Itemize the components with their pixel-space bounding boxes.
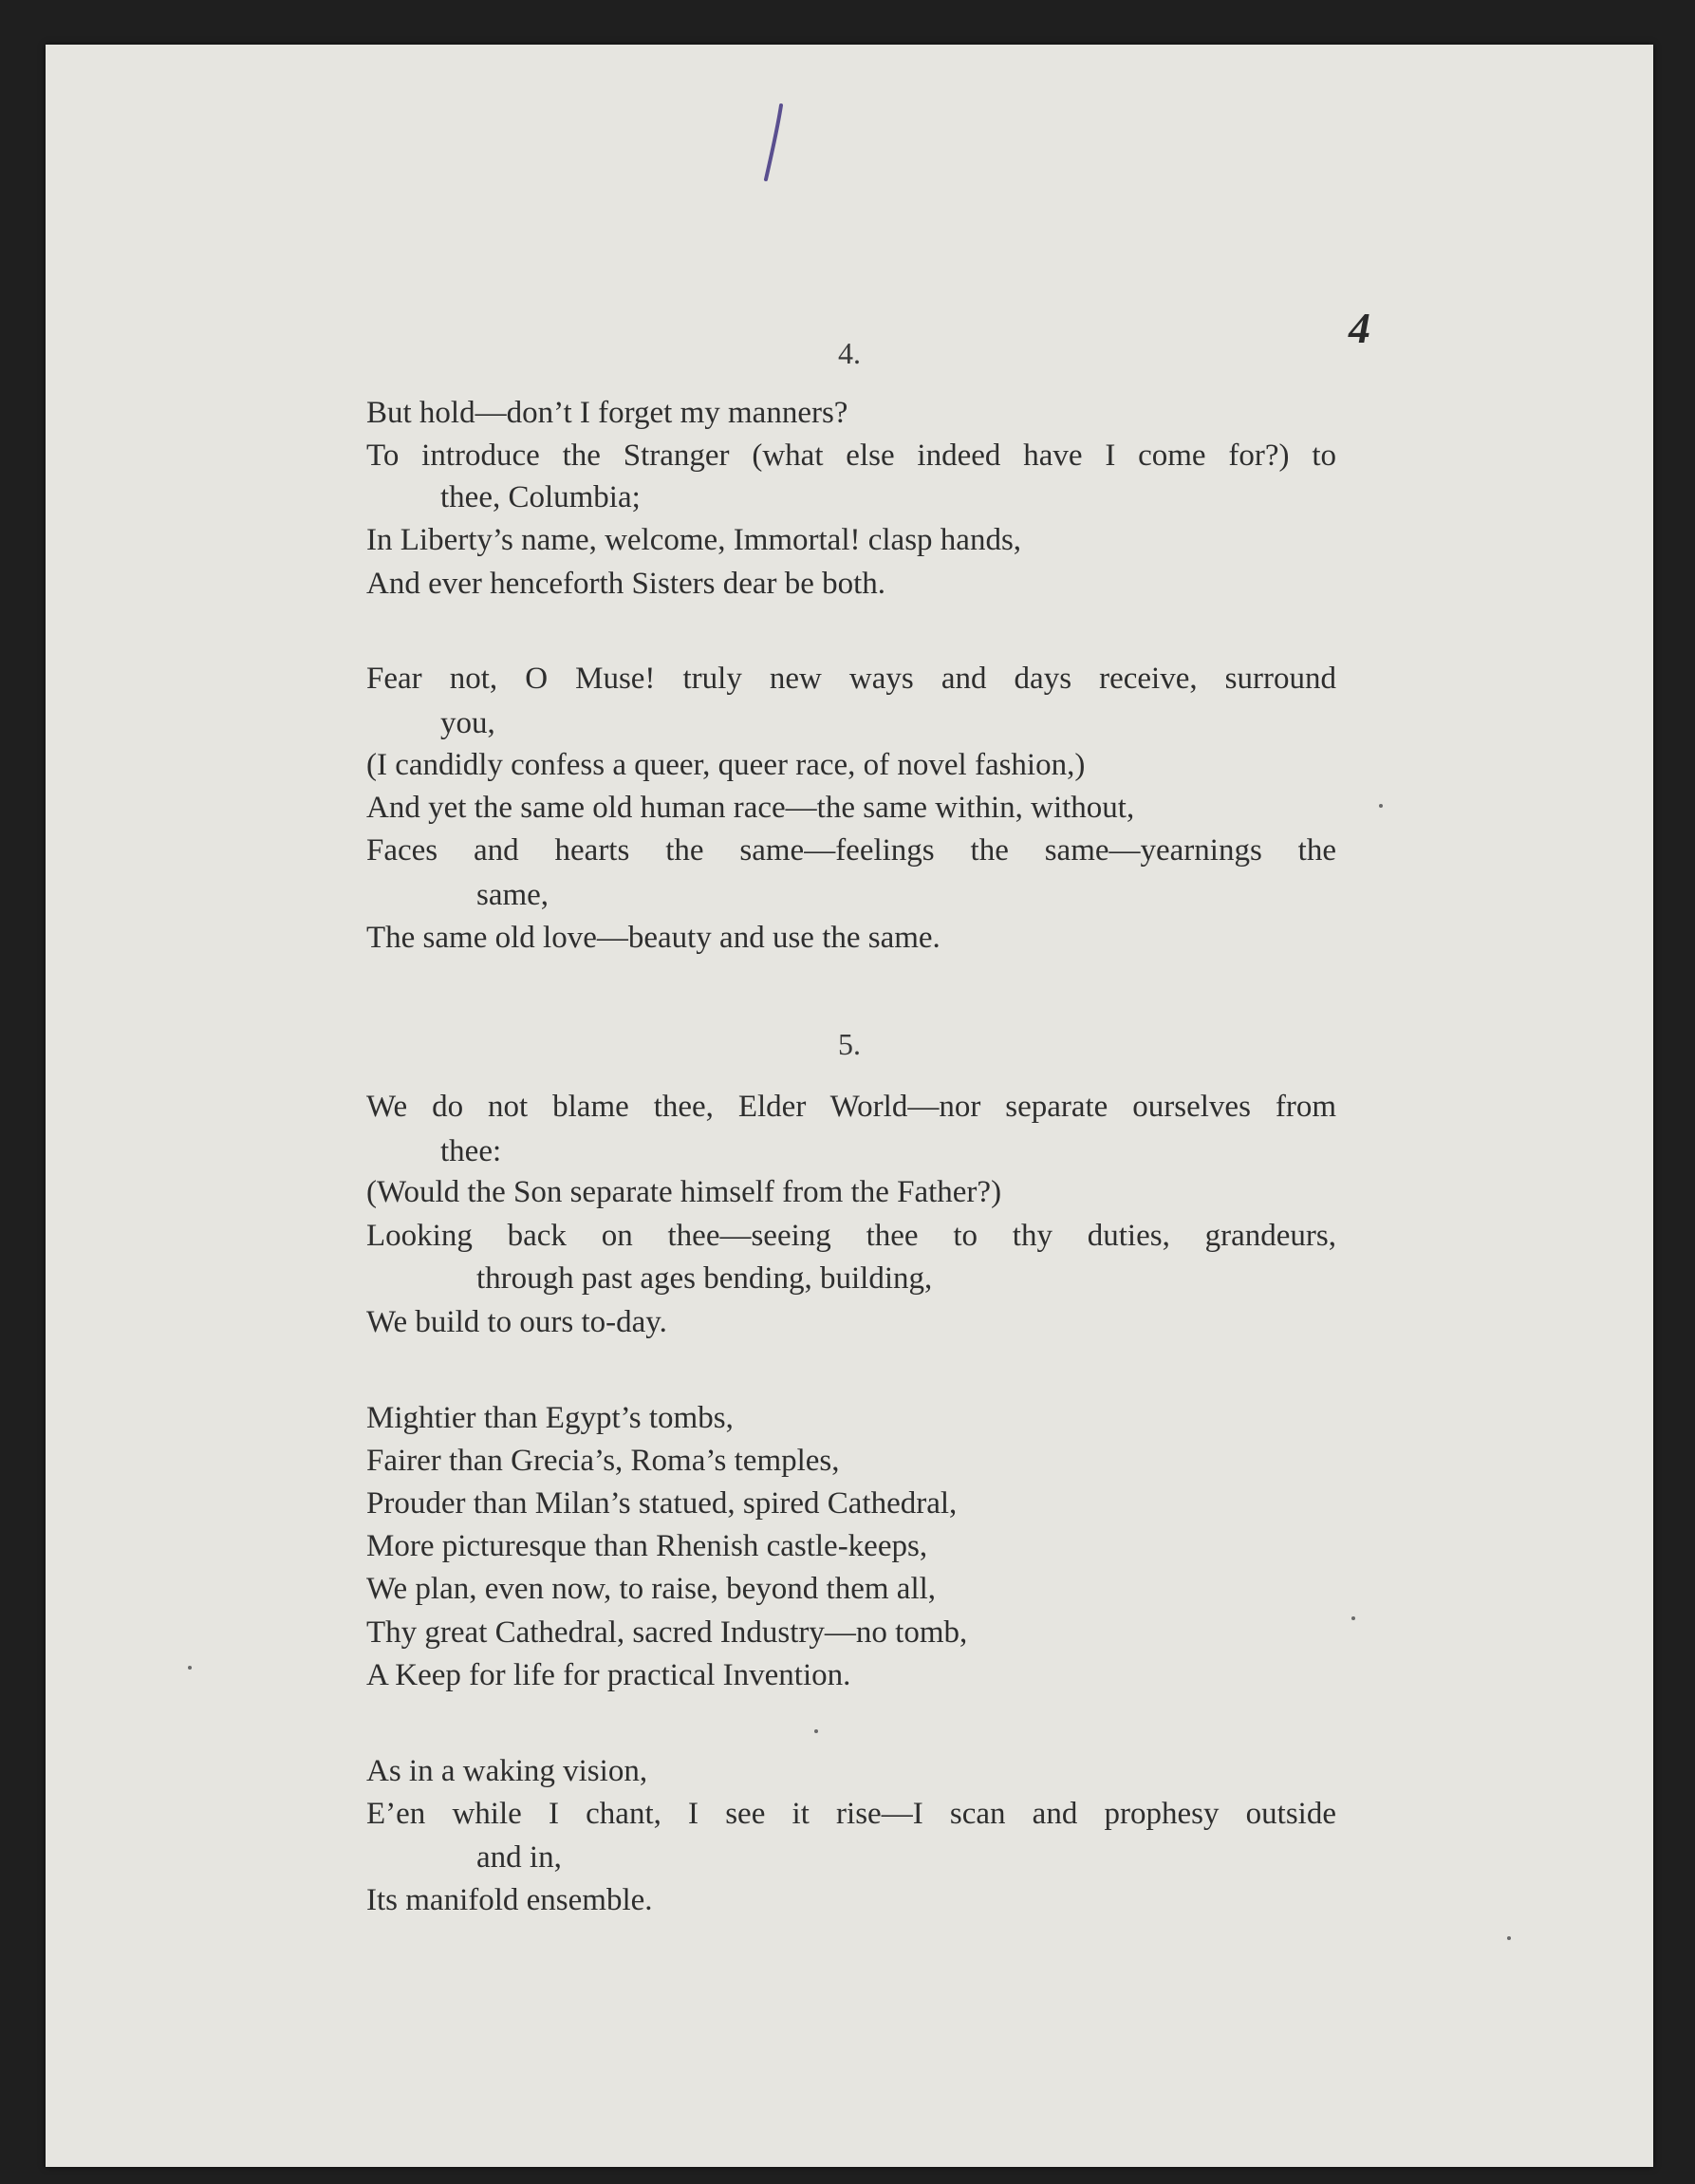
section-number-5: 5. xyxy=(838,1027,861,1061)
paper-speck xyxy=(1379,804,1383,808)
document-page xyxy=(46,45,1653,2167)
poem-line: We do not blame thee, Elder World—nor separate ourselves from xyxy=(366,1090,1336,1124)
poem-line: We build to ours to-day. xyxy=(366,1305,667,1339)
poem-line: Looking back on thee—seeing thee to thy duties, grandeurs, xyxy=(366,1219,1336,1253)
poem-line: We plan, even now, to raise, beyond them all, xyxy=(366,1572,937,1606)
poem-line: And yet the same old human race—the same within, without, xyxy=(366,791,1135,825)
poem-line: Fairer than Grecia’s, Roma’s temples, xyxy=(366,1444,840,1478)
poem-line: Thy great Cathedral, sacred Industry—no tomb, xyxy=(366,1615,968,1650)
poem-line: E’en while I chant, I see it rise—I scan and prophesy outside xyxy=(366,1797,1336,1831)
poem-line-continuation: and in, xyxy=(476,1840,562,1875)
page-number: 4 xyxy=(1349,304,1370,352)
paper-speck xyxy=(1351,1616,1355,1620)
poem-line: Prouder than Milan’s statued, spired Cathedral, xyxy=(366,1486,958,1521)
poem-line-continuation: same, xyxy=(476,878,549,912)
poem-line: Faces and hearts the same—feelings the same—yearnings the xyxy=(366,833,1336,868)
paper-speck xyxy=(188,1666,192,1670)
pencil-mark xyxy=(753,102,791,187)
poem-line: Fear not, O Muse! truly new ways and days receive, surround xyxy=(366,662,1336,696)
poem-line: (I candidly confess a queer, queer race, of novel fashion,) xyxy=(366,748,1086,782)
poem-line: As in a waking vision, xyxy=(366,1754,648,1788)
section-number-4: 4. xyxy=(838,336,861,370)
paper-speck xyxy=(1507,1936,1511,1940)
poem-line: But hold—don’t I forget my manners? xyxy=(366,396,848,430)
poem-line-continuation: thee: xyxy=(440,1134,502,1168)
poem-line: To introduce the Stranger (what else indeed have I come for?) to xyxy=(366,439,1336,473)
poem-line: (Would the Son separate himself from the Father?) xyxy=(366,1175,1002,1209)
poem-line: Mightier than Egypt’s tombs, xyxy=(366,1401,734,1435)
poem-line: Its manifold ensemble. xyxy=(366,1883,653,1917)
poem-line: A Keep for life for practical Invention. xyxy=(366,1658,851,1692)
poem-line: In Liberty’s name, welcome, Immortal! clasp hands, xyxy=(366,523,1022,557)
poem-line-continuation: thee, Columbia; xyxy=(440,480,641,514)
poem-line: More picturesque than Rhenish castle-keeps, xyxy=(366,1529,928,1563)
poem-line: The same old love—beauty and use the same. xyxy=(366,921,941,955)
poem-line-continuation: through past ages bending, building, xyxy=(476,1261,933,1296)
paper-speck xyxy=(814,1729,818,1733)
poem-line: And ever henceforth Sisters dear be both. xyxy=(366,567,886,601)
poem-line-continuation: you, xyxy=(440,706,495,740)
